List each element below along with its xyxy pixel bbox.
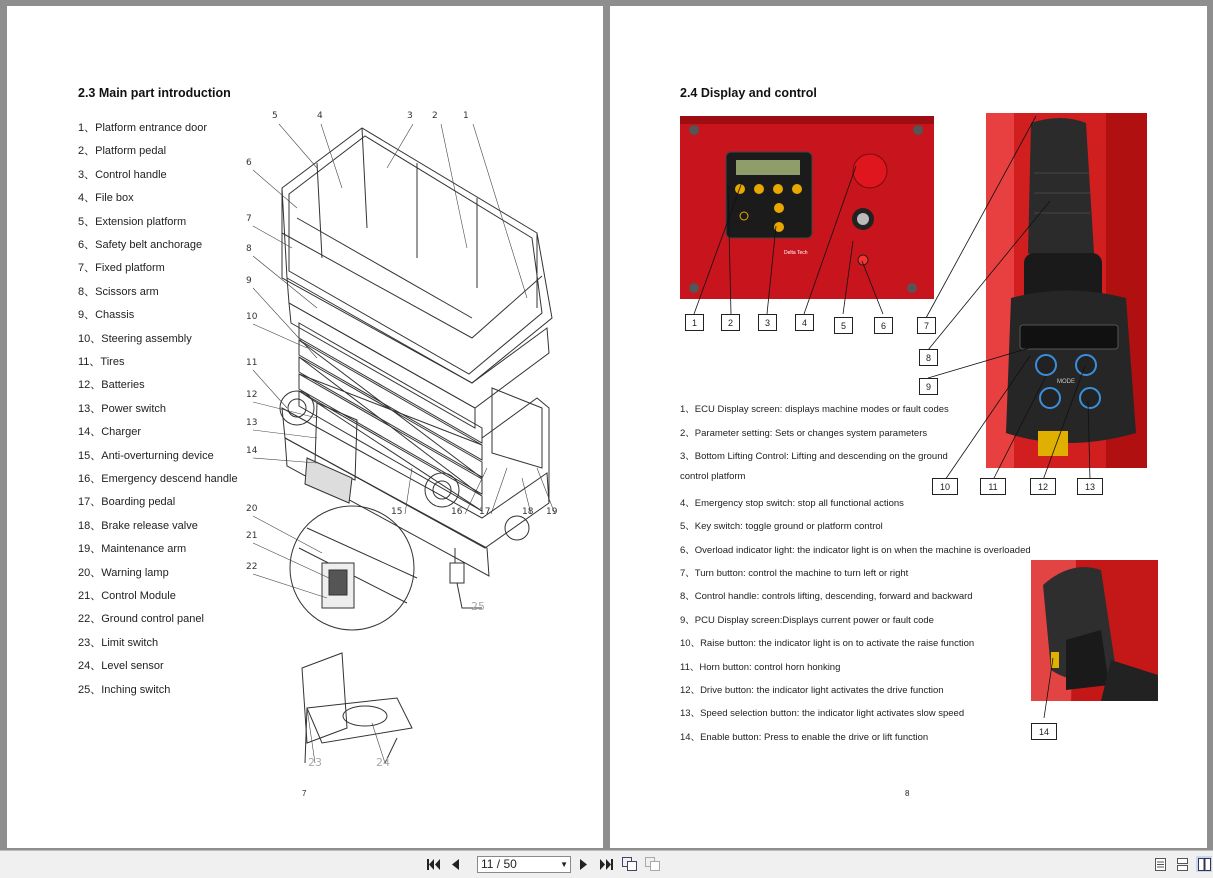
controls-list-item: 10、Raise button: the indicator light is on to activate the raise function [680,638,975,649]
fig-tag-21: 21 [246,531,258,541]
controls-list-item: 11、Horn button: control horn honking [680,662,841,673]
parts-list-item: 19、Maintenance arm [78,543,187,555]
parts-list-item: 4、File box [78,192,134,204]
page-indicator-text: 11 / 50 [481,857,517,871]
fig-tag-20: 20 [246,504,258,514]
parts-list-item: 18、Brake release valve [78,520,198,532]
callout-14: 14 [1031,723,1057,740]
callout-6: 6 [874,317,893,334]
parts-list-item: 5、Extension platform [78,216,187,228]
controls-list-item: 3、Bottom Lifting Control: Lifting and descending on the ground [680,451,948,462]
callout-5: 5 [834,317,853,334]
fig-tag-15: 15 [391,507,403,517]
prev-page-button[interactable] [448,856,462,872]
parts-list-item: 7、Fixed platform [78,262,165,274]
controls-list-item: 1、ECU Display screen: displays machine modes or fault codes [680,404,949,415]
fig-tag-25: 25 [471,600,485,613]
ground-control-panel-photo [680,116,934,299]
enable-button-photo [1031,560,1158,701]
chevron-down-icon[interactable]: ▼ [560,860,568,869]
joystick-controller-photo [986,113,1147,468]
fit-width-icon [645,857,660,871]
prev-page-icon [451,859,459,870]
fig-tag-2: 2 [432,111,438,121]
parts-list-item: 14、Charger [78,426,141,438]
pcu-mode-label: MODE [1057,379,1075,385]
parts-list-item: 2、Platform pedal [78,145,167,157]
scissor-lift-drawing [237,108,577,788]
first-page-button[interactable] [425,856,441,872]
fig-tag-16: 16 [451,507,463,517]
fig-tag-18: 18 [522,507,534,517]
continuous-view-button[interactable] [1175,856,1189,872]
callout-3: 3 [758,314,777,331]
fig-tag-6: 6 [246,158,252,168]
fig-tag-8: 8 [246,244,252,254]
fig-tag-7: 7 [246,214,252,224]
fig-tag-22: 22 [246,562,258,572]
controls-list-item: 9、PCU Display screen:Displays current power or fault code [680,615,934,626]
fig-tag-4: 4 [317,111,323,121]
callout-4: 4 [795,314,814,331]
callout-2: 2 [721,314,740,331]
callout-13: 13 [1077,478,1103,495]
fig-tag-11: 11 [246,358,258,368]
page-number: 8 [905,789,910,798]
section-heading-2-4: 2.4 Display and control [680,86,817,100]
parts-list-item: 10、Steering assembly [78,333,192,345]
single-page-view-button[interactable] [1153,856,1167,872]
fit-page-icon [622,857,637,871]
callout-1: 1 [685,314,704,331]
parts-list-item: 17、Boarding pedal [78,496,176,508]
continuous-page-icon [1177,858,1188,871]
callout-7: 7 [917,317,936,334]
controls-list-item: 6、Overload indicator light: the indicator light is on when the machine is overloaded [680,545,1031,556]
fig-tag-12: 12 [246,390,258,400]
fig-tag-1: 1 [463,111,469,121]
section-heading-2-3: 2.3 Main part introduction [78,86,231,100]
fig-tag-23: 23 [308,756,322,769]
controls-list-item: 8、Control handle: controls lifting, descending, forward and backward [680,591,973,602]
fig-tag-10: 10 [246,312,258,322]
callout-8: 8 [919,349,938,366]
next-page-button[interactable] [577,856,591,872]
first-page-icon [427,859,440,870]
single-page-icon [1155,858,1166,871]
viewer-toolbar [0,850,1213,878]
right-page [610,6,1207,848]
parts-list-item: 21、Control Module [78,590,176,602]
parts-list-item: 6、Safety belt anchorage [78,239,203,251]
two-page-icon [1198,858,1211,871]
left-page [7,6,603,848]
controls-list-item: 2、Parameter setting: Sets or changes system parameters [680,428,928,439]
callout-9: 9 [919,378,938,395]
controls-list-item: 4、Emergency stop switch: stop all functional actions [680,498,904,509]
parts-list-item: 11、Tires [78,356,125,368]
parts-list-item: 15、Anti-overturning device [78,450,214,462]
parts-list-item: 13、Power switch [78,403,167,415]
callout-10: 10 [932,478,958,495]
parts-list-item: 1、Platform entrance door [78,122,208,134]
parts-list-item: 24、Level sensor [78,660,164,672]
fig-tag-24: 24 [376,756,390,769]
controls-list-item: 5、Key switch: toggle ground or platform control [680,521,883,532]
controls-list-item: 7、Turn button: control the machine to turn left or right [680,568,909,579]
controls-list-item: control platform [680,471,746,482]
controls-list-item: 12、Drive button: the indicator light activates the drive function [680,685,944,696]
fig-tag-3: 3 [407,111,413,121]
panel-brand-label: Delta Tech [784,250,808,256]
next-page-icon [580,859,588,870]
parts-list-item: 12、Batteries [78,379,145,391]
page-number-input[interactable] [477,856,571,873]
parts-list-item: 20、Warning lamp [78,567,169,579]
parts-list-item: 3、Control handle [78,169,167,181]
fit-page-button[interactable] [621,856,638,872]
parts-list-item: 16、Emergency descend handle [78,473,238,485]
callout-11: 11 [980,478,1006,495]
parts-list-item: 8、Scissors arm [78,286,159,298]
fig-tag-9: 9 [246,276,252,286]
parts-list-item: 22、Ground control panel [78,613,204,625]
controls-list-item: 13、Speed selection button: the indicator light activates slow speed [680,708,965,719]
last-page-button[interactable] [598,856,614,872]
last-page-icon [600,859,613,870]
fit-width-button[interactable] [644,856,661,872]
fig-tag-5: 5 [272,111,278,121]
fig-tag-13: 13 [246,418,258,428]
parts-list-item: 9、Chassis [78,309,135,321]
parts-list-item: 23、Limit switch [78,637,159,649]
two-page-view-button[interactable] [1196,856,1212,872]
controls-list-item: 14、Enable button: Press to enable the drive or lift function [680,732,929,743]
parts-list-item: 25、Inching switch [78,684,171,696]
callout-12: 12 [1030,478,1056,495]
fig-tag-19: 19 [546,507,558,517]
page-number: 7 [302,789,307,798]
fig-tag-14: 14 [246,446,258,456]
fig-tag-17: 17 [479,507,491,517]
